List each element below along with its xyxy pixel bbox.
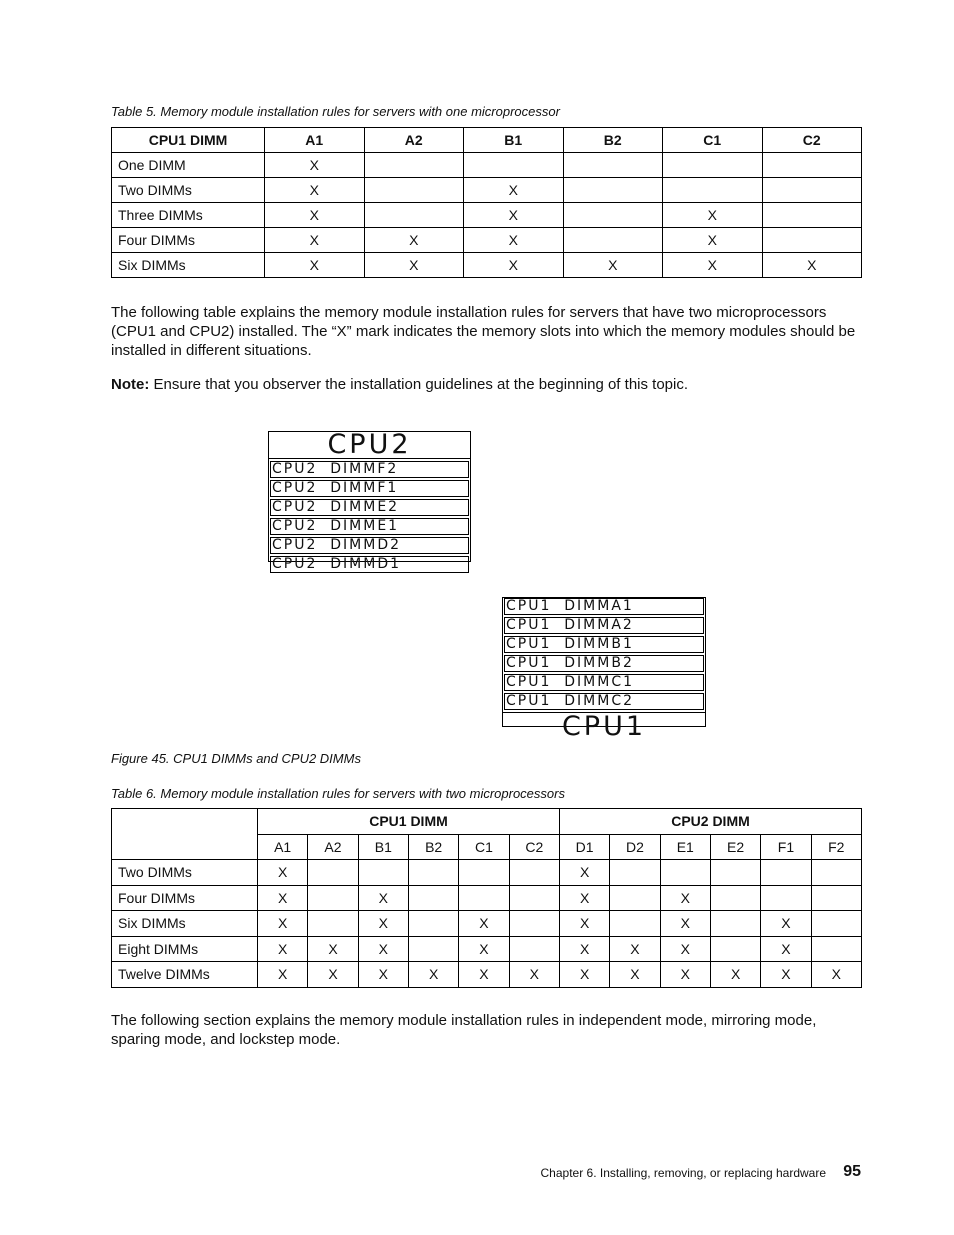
table5-row [112,253,862,278]
table5-cell: X [464,203,564,228]
table6-row [112,860,862,886]
table5-header-cell: B2 [563,128,663,153]
table6-cell: X [559,936,609,962]
cpu2-dimm-slot: CPU2 DIMMD2 [270,537,469,554]
table6-cell: X [408,962,458,988]
table6-cell: X [258,962,308,988]
cpu1-dimm-slot: CPU1 DIMMA1 [504,598,704,615]
table5-cell [663,178,763,203]
table5-cell [762,153,862,178]
table6-cell: X [358,936,408,962]
note-text: Ensure that you observer the installation guidelines at the beginning of this topic. [153,376,689,393]
table6-cell: X [811,962,861,988]
table6-row-label: Eight DIMMs [112,936,258,962]
table6-cell [308,860,358,886]
table5-cell: X [364,228,464,253]
closing-paragraph: The following section explains the memory module installation rules in independent mode, mirroring mode, sparing mode, and lockstep mode. [111,1012,817,1048]
cpu2-dimm-diagram [268,429,471,572]
table6-cell [308,885,358,911]
table6-cell: X [258,936,308,962]
table6-row [112,936,862,962]
table6-row-label: Six DIMMs [112,911,258,937]
table6-cell [459,860,509,886]
table5-cell: X [464,228,564,253]
intro-paragraph: The following table explains the memory module installation rules for servers that have two microprocessors (CPU1 and CPU2) installed. The “X” mark indicates the memory slots into which the memory modules should be installed in different situations. [111,304,856,359]
table6-subheader-cell: F1 [761,834,811,860]
table5-row-label: One DIMM [112,153,265,178]
table5-header-cell: C1 [663,128,763,153]
table5-cell: X [265,178,365,203]
cpu1-dimm-slot: CPU1 DIMMB1 [504,636,704,653]
table6-cell: X [761,911,811,937]
table6-cell [761,860,811,886]
table5-cell [364,153,464,178]
table6-subheader-cell: A2 [308,834,358,860]
table6-cell: X [610,962,660,988]
footer-chapter-text: Chapter 6. Installing, removing, or replacing hardware [540,1166,826,1180]
cpu1-dimm-slot: CPU1 DIMMA2 [504,617,704,634]
table5-cell: X [563,253,663,278]
table6-cell [408,860,458,886]
table6-group-header-row [112,809,862,835]
cpu2-dimm-slot: CPU2 DIMME1 [270,518,469,535]
table5-row-label: Four DIMMs [112,228,265,253]
table5-cell: X [265,253,365,278]
table5-row [112,228,862,253]
table5-cell: X [464,253,564,278]
table6-cell [408,911,458,937]
table5-row-label: Three DIMMs [112,203,265,228]
table6-cell: X [559,911,609,937]
table6-subheader-cell: D2 [610,834,660,860]
table5-row-label: Six DIMMs [112,253,265,278]
table6-subheader-cell: C1 [459,834,509,860]
table6-subheader-cell: C2 [509,834,559,860]
page-number: 95 [843,1163,861,1180]
table6-subheader-cell [112,834,258,860]
cpu2-dimm-slot: CPU2 DIMMF1 [270,480,469,497]
cpu1-label: CPU1 [503,712,705,740]
table6-cell [710,911,760,937]
cpu2-dimm-slot: CPU2 DIMME2 [270,499,469,516]
table5-cell: X [464,178,564,203]
table6-cell [358,860,408,886]
table6-cell: X [559,962,609,988]
table5-cell [762,228,862,253]
table6-subheader-cell: E1 [660,834,710,860]
table6-cell: X [358,885,408,911]
table5-header-row [112,128,862,153]
table5-header-cell: B1 [464,128,564,153]
table6-subheader-cell: B2 [408,834,458,860]
table6 [111,808,862,988]
table6-cell: X [459,936,509,962]
table5-cell [563,228,663,253]
cpu2-dimm-slot: CPU2 DIMMD1 [270,556,469,573]
table6-cell [459,885,509,911]
table6-cell [811,860,861,886]
table6-cell [811,885,861,911]
table6-cell: X [660,911,710,937]
table6-cell [509,911,559,937]
table6-cell: X [258,911,308,937]
table6-row [112,911,862,937]
table6-cell: X [761,936,811,962]
table6-cell: X [308,936,358,962]
table5-cell [563,203,663,228]
table6-cell: X [308,962,358,988]
table6-cell: X [660,962,710,988]
table6-cell: X [258,885,308,911]
table5-cell [364,178,464,203]
table5-cell: X [265,203,365,228]
table5-cell [762,178,862,203]
table5-cell [563,153,663,178]
table6-subheader-cell: D1 [559,834,609,860]
table5-cell [563,178,663,203]
table6-caption: Table 6. Memory module installation rules for servers with two microprocessors [111,786,565,801]
table6-cell [509,885,559,911]
table6-cell [710,936,760,962]
table6-cell [610,860,660,886]
table6-cell [509,860,559,886]
table6-cell: X [459,911,509,937]
table5-cell: X [265,153,365,178]
table5-header-cell: A2 [364,128,464,153]
table5-cell [762,203,862,228]
table6-cell [308,911,358,937]
table5-cell: X [663,253,763,278]
table6-row-label: Two DIMMs [112,860,258,886]
cpu1-dimm-diagram [502,597,706,742]
table6-row [112,962,862,988]
table5-cell: X [762,253,862,278]
cpu2-label: CPU2 [269,432,470,459]
table5-cell [464,153,564,178]
table6-cell: X [710,962,760,988]
table5-header-cell: CPU1 DIMM [112,128,265,153]
table6-subheader-row [112,834,862,860]
table6-cell: X [509,962,559,988]
table5-header-cell: C2 [762,128,862,153]
table5-row [112,178,862,203]
table5 [111,127,862,278]
note-label: Note: [111,376,150,393]
table6-cell [710,885,760,911]
table6-row-label: Four DIMMs [112,885,258,911]
table6-cell [811,911,861,937]
table6-cell [509,936,559,962]
note-paragraph [111,375,871,394]
table6-cell [710,860,760,886]
table6-cell: X [459,962,509,988]
table6-cell: X [761,962,811,988]
table6-cell [660,860,710,886]
cpu2-dimm-slot: CPU2 DIMMF2 [270,461,469,478]
table5-caption: Table 5. Memory module installation rules for servers with one microprocessor [111,104,560,119]
cpu1-dimm-slot: CPU1 DIMMC1 [504,674,704,691]
table6-cell: X [660,936,710,962]
table6-cell: X [660,885,710,911]
table6-subheader-cell: E2 [710,834,760,860]
table5-row-label: Two DIMMs [112,178,265,203]
table5-row [112,153,862,178]
table6-cell: X [559,885,609,911]
table6-cell [761,885,811,911]
table6-cell [610,911,660,937]
table6-cell [408,936,458,962]
table6-subheader-cell: A1 [258,834,308,860]
table6-subheader-cell: F2 [811,834,861,860]
table6-cell [610,885,660,911]
table5-cell: X [663,203,763,228]
cpu1-dimm-slot: CPU1 DIMMC2 [504,693,704,710]
table5-row [112,203,862,228]
table5-cell: X [663,228,763,253]
table6-cell: X [358,911,408,937]
table6-cell: X [358,962,408,988]
table6-group-header-cell: CPU2 DIMM [559,809,861,835]
table6-group-header-cell: CPU1 DIMM [258,809,560,835]
table6-row [112,885,862,911]
table6-subheader-cell: B1 [358,834,408,860]
table6-cell [811,936,861,962]
table6-cell: X [610,936,660,962]
table6-cell [408,885,458,911]
figure45-caption: Figure 45. CPU1 DIMMs and CPU2 DIMMs [111,751,361,766]
table6-cell: X [258,860,308,886]
table5-cell: X [364,253,464,278]
table6-group-header-cell [112,809,258,835]
table5-cell [364,203,464,228]
table5-cell [663,153,763,178]
table5-cell: X [265,228,365,253]
table6-row-label: Twelve DIMMs [112,962,258,988]
table6-cell: X [559,860,609,886]
table5-header-cell: A1 [265,128,365,153]
cpu1-dimm-slot: CPU1 DIMMB2 [504,655,704,672]
